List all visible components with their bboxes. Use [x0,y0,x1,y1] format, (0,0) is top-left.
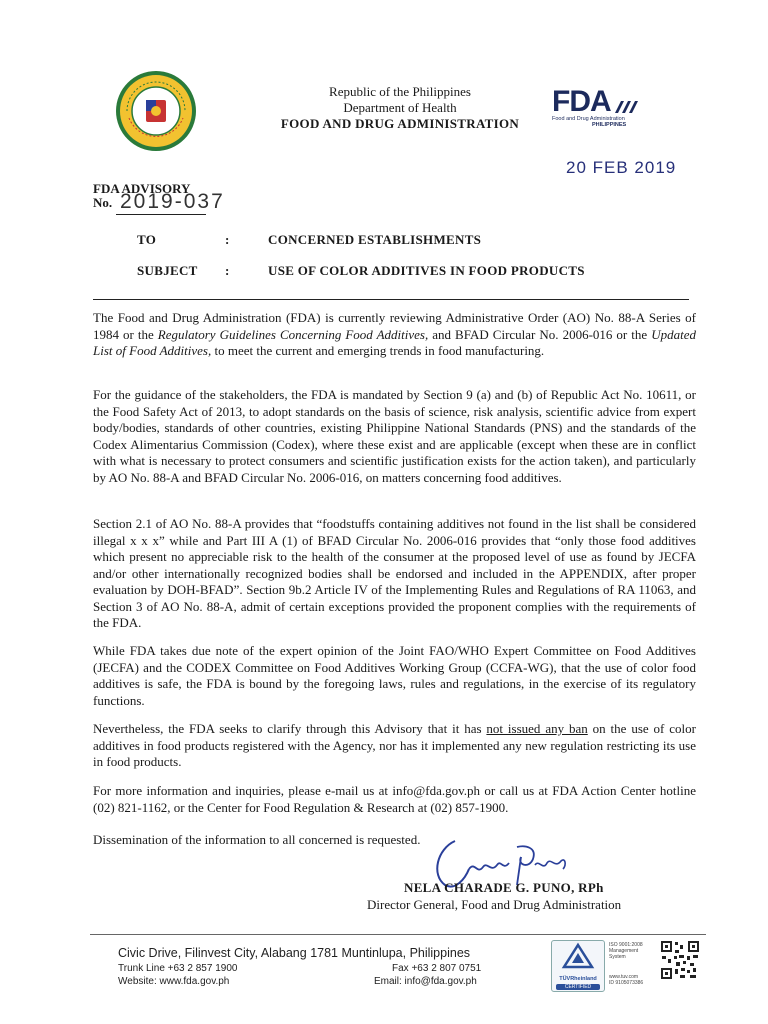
letterhead-line3: FOOD AND DRUG ADMINISTRATION [280,116,520,131]
fda-logo-sub1: Food and Drug Administration [552,116,625,122]
fda-logo-mark: FDA [552,85,611,118]
footer-fax: Fax +63 2 807 0751 [392,963,482,974]
advisory-label-line1: FDA ADVISORY [93,181,191,196]
footer-website: Website: www.fda.gov.ph [118,976,230,987]
paragraph-5-text-b: on the use of color additives in food products registered with the Agency, nor has it implemented any new regulation restricting its use in food products. [93,721,696,769]
letterhead-line1: Republic of the Philippines [329,84,471,99]
advisory-number: 2019-037 [120,190,225,213]
paragraph-2: For the guidance of the stakeholders, the FDA is mandated by Section 9 (a) and (b) of Republic Act No. 10611, or the Food Safety Act of 2013, to adopt standards on the basis of science, risk analysis, scientific advice from expert body/bodies, standards of other countries, existing Philippine National Standards (PNS) and the standards of the Codex Alimentarius Commission (Codex), where these exist and are applicable (except when these are in conflict with what is necessary to protect consumers and scientific justification exists for the action taken), and particularly by AO No. 88-A and BFAD Circular No. 2006-016, on matters concerning food additives. [93,387,696,485]
to-value: CONCERNED ESTABLISHMENTS [268,232,482,247]
tuv-triangle-icon [552,941,604,971]
header-divider [93,299,689,300]
paragraph-4: While FDA takes due note of the expert opinion of the Joint FAO/WHO Expert Committee on Food Additives (JECFA) and the CODEX Committee on Food Additives Working Group (CCFA-WG), that the use of color food additives is safe, the FDA is bound by the foregoing laws, rules and regulations, in the exercise of its regulatory functions. [93,643,696,708]
advisory-label-line2: No. [93,195,113,210]
paragraph-5 [93,721,696,771]
tuv-id: ID 9105073386 [609,980,644,986]
tuv-certified-label: CERTIFIED [556,984,600,990]
paragraph-1-italic-title-2: Updated List of Food Additives, [93,326,696,358]
paragraph-1-text-a: The Food and Drug Administration (FDA) is currently reviewing Administrative Order (AO) No. 88-A Series of 1984 or the [93,310,696,342]
fda-stripes-icon [613,97,639,113]
paragraph-1-italic-title-1: Regulatory Guidelines Concerning Food Additives, [157,326,429,342]
paragraph-3: Section 2.1 of AO No. 88-A provides that “foodstuffs containing additives not found in the list shall be considered illegal x x x” while and Part III A (1) of BFAD Circular No. 2006-016 provides that “only those food additives which present no appreciable risk to the health of the consumer at the proposed level of use as found by JECFA and/or other internationally recognized bodies shall be endorsed and included in the APPENDIX, after proper evaluation by DOH-BFAD”. Section 9b.2 Article IV of the Implementing Rules and Regulations of RA 11063, and Section 3 of AO No. 88-A, admit of certain exceptions provided the proponent complies with the requirements of the FDA. [93,516,696,630]
letterhead [230,84,570,132]
footer-email: Email: info@fda.gov.ph [374,976,477,987]
to-label: TO [137,232,157,247]
fda-logo-sub2: PHILIPPINES [592,122,627,128]
qr-code-icon [660,940,700,980]
paragraph-1 [93,310,696,360]
iso-line-1: ISO 9001:2008 [609,942,643,948]
subject-label: SUBJECT [137,263,198,278]
subject-colon: : [225,263,230,278]
fda-logo [552,85,652,132]
paragraph-1-text-c: to meet the current and emerging trends in food manufacturing. [211,343,545,358]
iso-line-2: Management [609,948,639,954]
footer-divider [90,934,706,935]
signatory-title: Director General, Food and Drug Administration [367,897,622,912]
paragraph-5-text-a: Nevertheless, the FDA seeks to clarify through this Advisory that it has [93,721,487,736]
paragraph-7: Dissemination of the information to all concerned is requested. [93,832,421,847]
letterhead-line2: Department of Health [343,100,457,115]
subject-value: USE OF COLOR ADDITIVES IN FOOD PRODUCTS [268,263,585,278]
tuv-website: www.tuv.com [609,974,639,980]
received-date-stamp: 20 FEB 2019 [566,158,677,177]
paragraph-6: For more information and inquiries, please e-mail us at info@fda.gov.ph or call us at FDA Action Center hotline (02) 821-1162, or the Center for Food Regulation & Research at (02) 857-1900. [93,783,696,815]
footer-trunk-line: Trunk Line +63 2 857 1900 [118,963,238,974]
doh-seal-icon [115,70,197,152]
paragraph-5-underlined: not issued any ban [486,721,588,736]
paragraph-1-text-b: and BFAD Circular No. 2006-016 or the [428,326,652,342]
tuv-brand: TÜVRheinland [559,976,597,982]
footer-address: Civic Drive, Filinvest City, Alabang 1781 Muntinlupa, Philippines [118,946,471,960]
iso-line-3: System [609,954,626,960]
iso-certification-text [609,942,643,986]
signatory-name: NELA CHARADE G. PUNO, RPh [404,880,604,895]
to-colon: : [225,232,230,247]
tuv-certification-badge [551,940,605,992]
advisory-number-underline [116,214,206,215]
